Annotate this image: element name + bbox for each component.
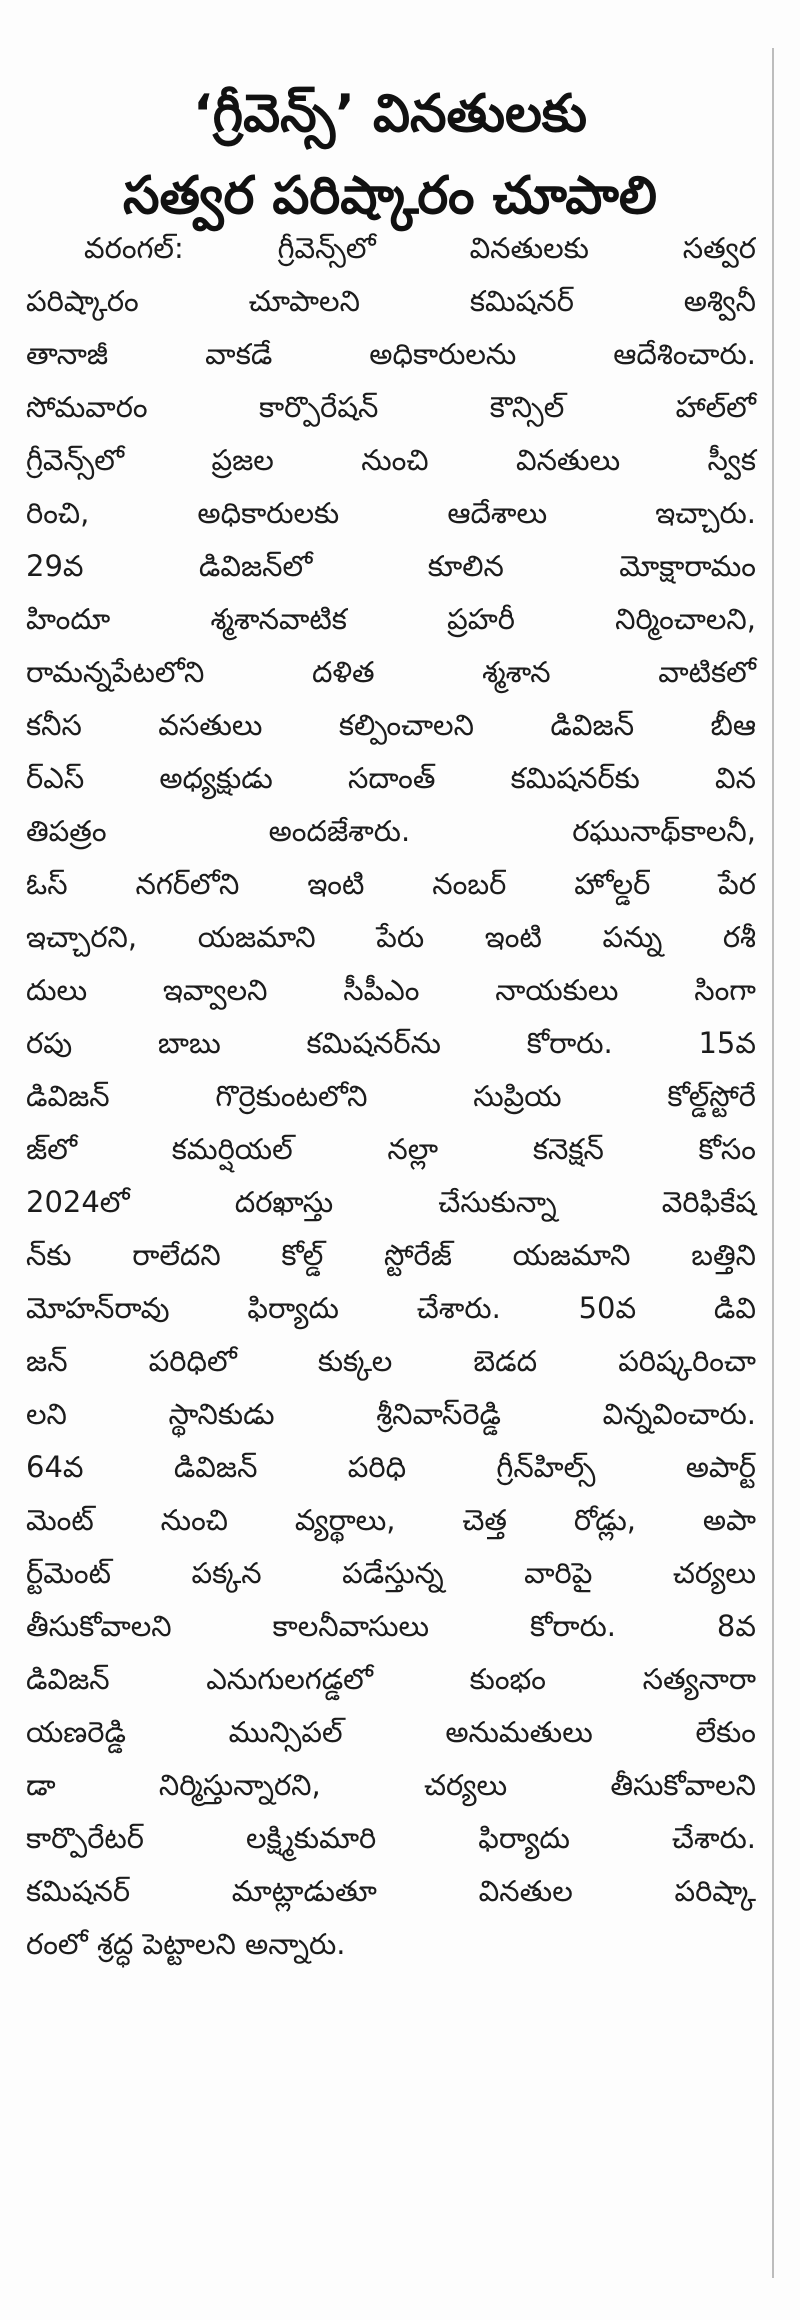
body-line: రపు బాబు కమిషనర్‌ను కోరారు. 15వ [26,1026,756,1060]
body-line: రంలో శ్రద్ధ పెట్టాలని అన్నారు. [26,1927,346,1961]
body-line: లని స్థానికుడు శ్రీనివాస్‌రెడ్డి విన్నవించారు. [26,1397,756,1431]
headline-line-2: సత్వర పరిష్కారం చూపాలి [122,166,658,227]
body-line: తానాజీ వాకడే అధికారులను ఆదేశించారు. [26,337,756,371]
body-line: జన్ పరిధిలో కుక్కల బెడద పరిష్కరించా [26,1344,756,1378]
body-line: కార్పొరేటర్ లక్ష్మికుమారి ఫిర్యాదు చేశారు. [26,1821,756,1855]
body-line: సోమవారం కార్పొరేషన్ కౌన్సిల్ హాల్‌లో [26,390,756,424]
body-line: న్‌కు రాలేదని కోల్డ్ స్టోరేజ్ యజమాని బత్తిని [26,1238,756,1272]
body-line: కమిషనర్ మాట్లాడుతూ వినతుల పరిష్కా [26,1874,756,1908]
body-line: దులు ఇవ్వాలని సీపీఎం నాయకులు సింగా [26,973,756,1007]
body-line: ఇచ్చారని, యజమాని పేరు ఇంటి పన్ను రశీ [26,920,756,954]
body-line: ర్‌ఎస్ అధ్యక్షుడు సదాంత్ కమిషనర్‌కు విన [26,761,756,795]
body-line: డివిజన్ ఎనుగులగడ్డలో కుంభం సత్యనారా [26,1662,756,1696]
body-line: హిందూ శ్మశానవాటిక ప్రహరీ నిర్మించాలని, [26,602,756,636]
body-line: రామన్నపేటలోని దళిత శ్మశాన వాటికలో [26,655,756,689]
body-line: తీసుకోవాలని కాలనీవాసులు కోరారు. 8వ [26,1609,756,1643]
body-line: 2024లో దరఖాస్తు చేసుకున్నా వెరిఫికేష [26,1185,756,1219]
body-line: డివిజన్ గొర్రెకుంటలోని సుప్రియ కోల్డ్‌స్టోరే [26,1079,756,1113]
body-line: ఓస్ నగర్‌లోని ఇంటి నంబర్ హోల్డర్ పేర [26,867,756,901]
body-line: మెంట్ నుంచి వ్యర్థాలు, చెత్త రోడ్లు, అపా [26,1503,756,1537]
body-line: రించి, అధికారులకు ఆదేశాలు ఇచ్చారు. [26,496,756,530]
body-line: 64వ డివిజన్ పరిధి గ్రీన్‌హిల్స్ అపార్ట్ [26,1450,756,1484]
body-line: మోహన్‌రావు ఫిర్యాదు చేశారు. 50వ డివి [26,1291,756,1325]
headline-line-1: ‘గ్రీవెన్స్’ వినతులకు [193,84,587,145]
article-body [26,222,756,1971]
body-line: యణరెడ్డి మున్సిపల్ అనుమతులు లేకుం [26,1715,756,1749]
body-line: పరిష్కారం చూపాలని కమిషనర్ అశ్వినీ [26,284,756,318]
body-line: డా నిర్మిస్తున్నారని, చర్యలు తీసుకోవాలని [26,1768,756,1802]
headline [20,73,760,237]
body-line: 29వ డివిజన్‌లో కూలిన మోక్షారామం [26,549,756,583]
body-line: వరంగల్: గ్రీవెన్స్‌లో వినతులకు సత్వర [84,231,756,265]
body-line: జ్‌లో కమర్షియల్ నల్లా కనెక్షన్ కోసం [26,1132,756,1166]
column-divider [772,48,774,2278]
body-line: ర్ట్‌మెంట్ పక్కన పడేస్తున్న వారిపై చర్యలు [26,1556,756,1590]
body-line: కనీస వసతులు కల్పించాలని డివిజన్ బీఆ [26,708,756,742]
body-line: తిపత్రం అందజేశారు. రఘునాథ్‌కాలనీ, [26,814,756,848]
body-line: గ్రీవెన్స్‌లో ప్రజల నుంచి వినతులు స్వీక [26,443,756,477]
